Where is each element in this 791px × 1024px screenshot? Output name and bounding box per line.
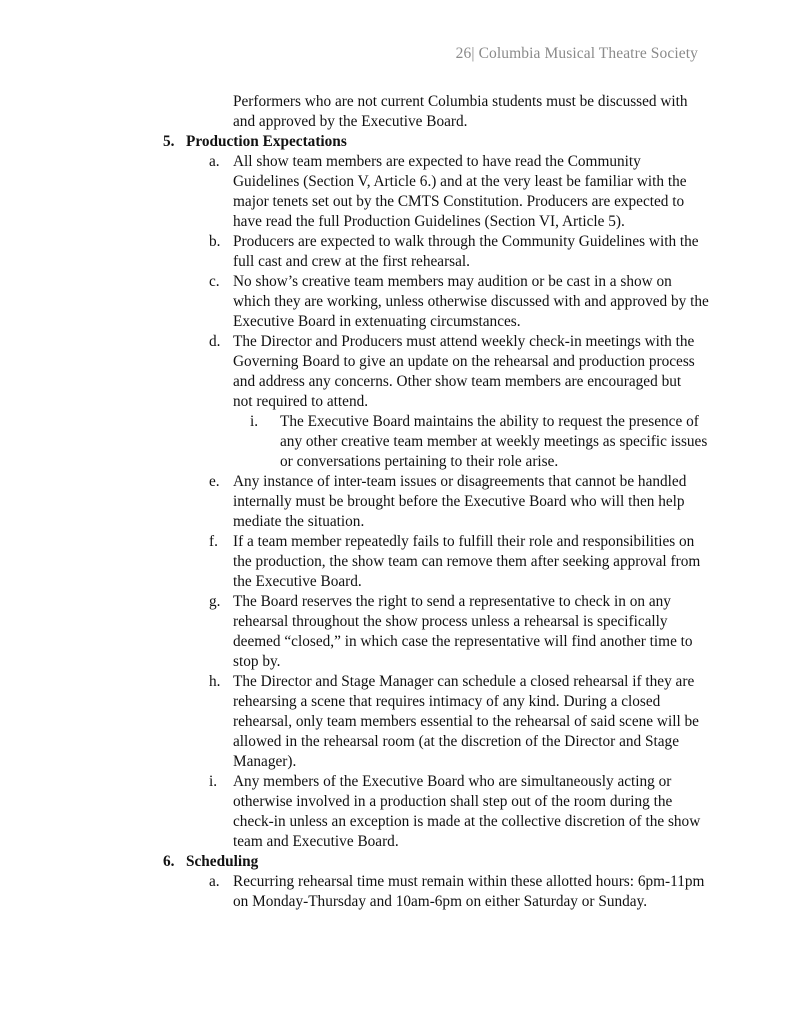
text-line [0,892,791,912]
item-line: Recurring rehearsal time must remain within these allotted hours: 6pm-11pm [233,873,705,890]
text-line [0,432,791,452]
text-line [0,492,791,512]
text-line [0,732,791,752]
item-marker: f. [209,533,218,550]
list-item-5e [0,472,791,492]
text-line [0,172,791,192]
item-line: rehearsal, only team members essential to the rehearsal of said scene will be [233,713,699,730]
item-marker: a. [209,153,220,170]
section-title: Production Expectations [186,133,347,150]
section-number: 5. [163,133,175,150]
text-line [0,792,791,812]
item-line: allowed in the rehearsal room (at the discretion of the Director and Stage [233,733,679,750]
text-line [0,92,791,112]
item-line: Producers are expected to walk through the Community Guidelines with the [233,233,699,250]
intro-line: Performers who are not current Columbia students must be discussed with [233,93,688,110]
list-item-5a [0,152,791,172]
list-item-5c [0,272,791,292]
item-line: deemed “closed,” in which case the representative will find another time to [233,633,693,650]
item-line: full cast and crew at the first rehearsal. [233,253,470,270]
intro-line: and approved by the Executive Board. [233,113,468,130]
page-header [456,45,698,63]
subitem-line: any other creative team member at weekly meetings as specific issues [280,433,708,450]
text-line [0,112,791,132]
text-line [0,752,791,772]
section-heading-scheduling [0,852,791,872]
text-line [0,712,791,732]
text-line [0,212,791,232]
list-item-6a [0,872,791,892]
item-line: the Executive Board. [233,573,362,590]
item-line: which they are working, unless otherwise discussed with and approved by the [233,293,709,310]
item-line: not required to attend. [233,393,369,410]
item-marker: e. [209,473,220,490]
document-title: Columbia Musical Theatre Society [478,45,698,62]
item-line: mediate the situation. [233,513,365,530]
item-line: rehearsal throughout the show process unless a rehearsal is specifically [233,613,668,630]
text-line [0,192,791,212]
subitem-line: The Executive Board maintains the ability to request the presence of [280,413,699,430]
item-marker: d. [209,333,221,350]
text-line [0,692,791,712]
item-line: internally must be brought before the Executive Board who will then help [233,493,685,510]
item-marker: b. [209,233,221,250]
header-separator: | [471,45,475,62]
list-item-5g [0,592,791,612]
item-marker: i. [209,773,218,790]
text-line [0,512,791,532]
item-marker: g. [209,593,221,610]
text-line [0,812,791,832]
list-item-5f [0,532,791,552]
item-line: on Monday-Thursday and 10am-6pm on either Saturday or Sunday. [233,893,648,910]
text-line [0,632,791,652]
text-line [0,832,791,852]
item-line: major tenets set out by the CMTS Constitution. Producers are expected to [233,193,685,210]
item-line: Manager). [233,753,297,770]
item-line: If a team member repeatedly fails to fulfill their role and responsibilities on [233,533,695,550]
item-line: Guidelines (Section V, Article 6.) and at the very least be familiar with the [233,173,687,190]
text-line [0,352,791,372]
item-line: otherwise involved in a production shall step out of the room during the [233,793,673,810]
item-line: and address any concerns. Other show team members are encouraged but [233,373,682,390]
section-title: Scheduling [186,853,259,870]
list-item-5h [0,672,791,692]
item-line: have read the full Production Guidelines (Section VI, Article 5). [233,213,625,230]
item-line: The Director and Producers must attend weekly check-in meetings with the [233,333,695,350]
item-line: Any instance of inter-team issues or disagreements that cannot be handled [233,473,687,490]
document-body [0,92,791,912]
subitem-line: or conversations pertaining to their role arise. [280,453,559,470]
text-line [0,372,791,392]
text-line [0,292,791,312]
item-line: All show team members are expected to have read the Community [233,153,641,170]
text-line [0,572,791,592]
list-item-5b [0,232,791,252]
list-subitem-5d-i [0,412,791,432]
item-line: stop by. [233,653,281,670]
list-item-5i [0,772,791,792]
item-line: rehearsing a scene that requires intimacy of any kind. During a closed [233,693,661,710]
text-line [0,612,791,632]
item-marker: c. [209,273,220,290]
item-line: team and Executive Board. [233,833,399,850]
text-line [0,552,791,572]
text-line [0,252,791,272]
text-line [0,452,791,472]
text-line [0,652,791,672]
item-line: The Board reserves the right to send a representative to check in on any [233,593,671,610]
list-item-5d [0,332,791,352]
text-line [0,392,791,412]
item-line: Governing Board to give an update on the rehearsal and production process [233,353,695,370]
item-line: Executive Board in extenuating circumstances. [233,313,521,330]
page-number: 26 [455,45,472,62]
item-marker: h. [209,673,221,690]
item-line: No show’s creative team members may audition or be cast in a show on [233,273,672,290]
item-line: check-in unless an exception is made at the collective discretion of the show [233,813,701,830]
item-line: the production, the show team can remove them after seeking approval from [233,553,701,570]
section-number: 6. [163,853,175,870]
item-marker: a. [209,873,220,890]
subitem-marker: i. [250,413,259,430]
section-heading-production-expectations [0,132,791,152]
item-line: Any members of the Executive Board who are simultaneously acting or [233,773,672,790]
item-line: The Director and Stage Manager can schedule a closed rehearsal if they are [233,673,695,690]
text-line [0,312,791,332]
